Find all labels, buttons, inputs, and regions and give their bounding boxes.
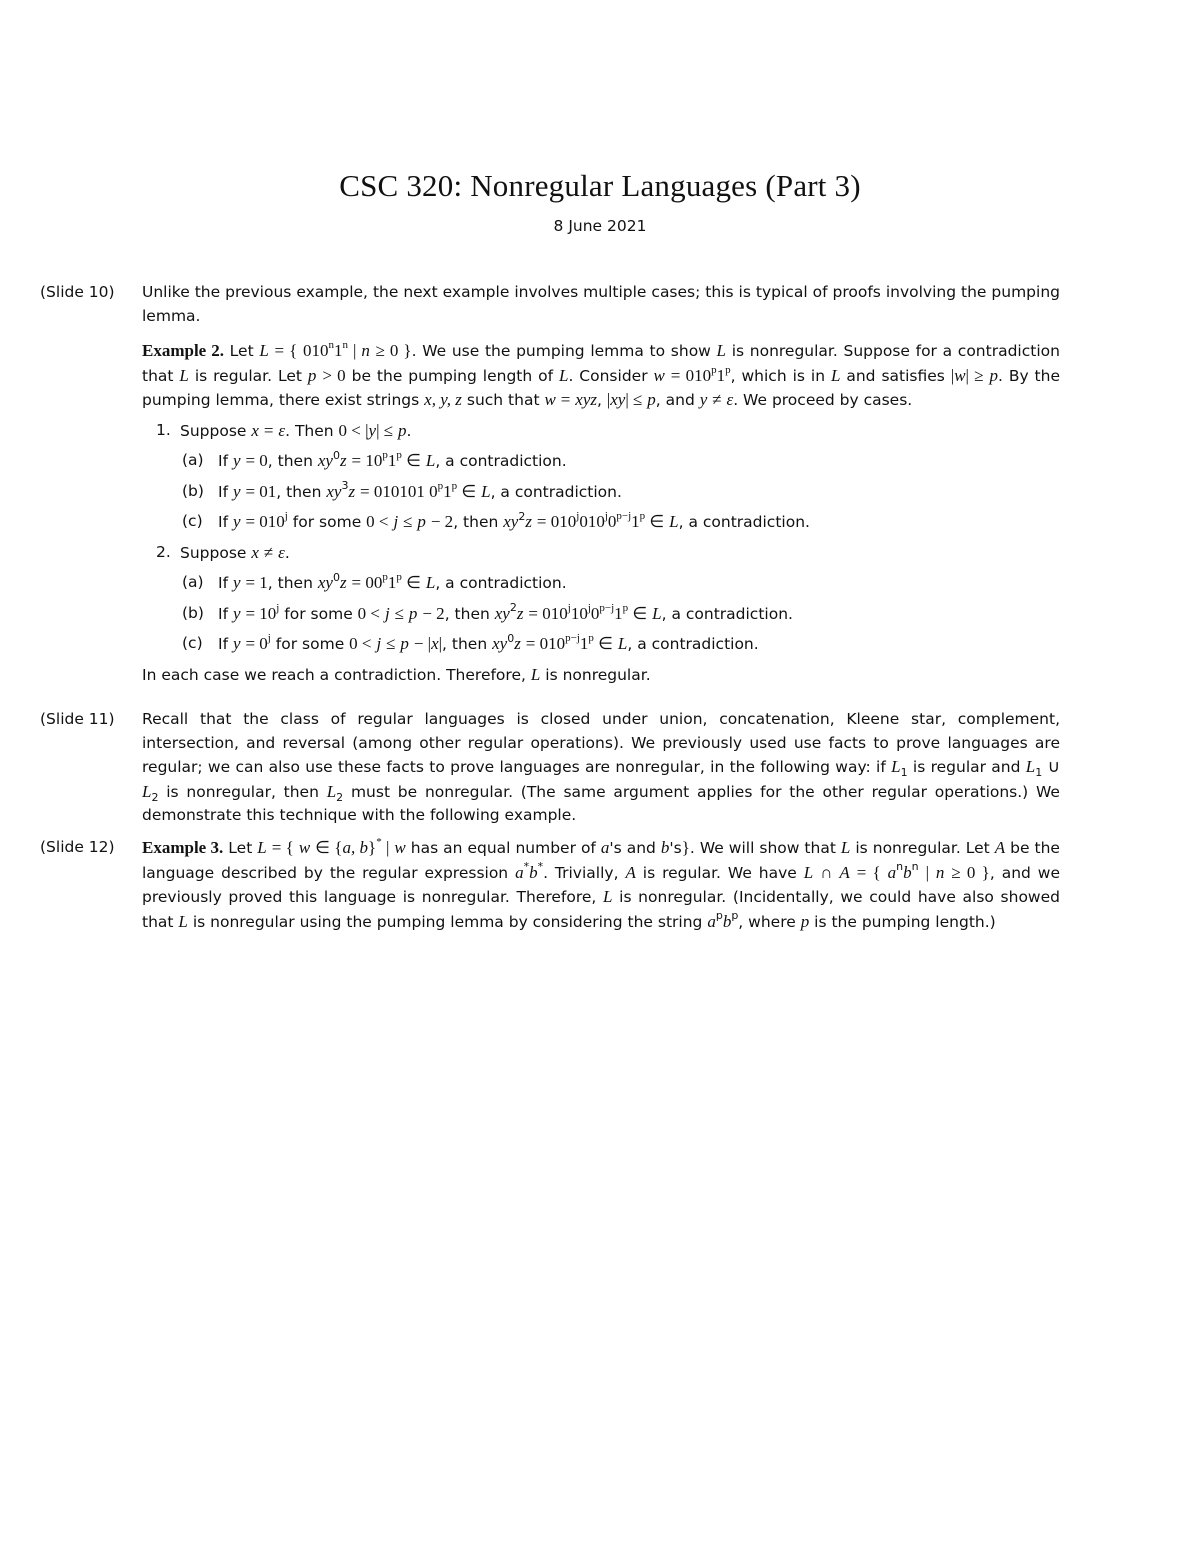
text: . Consider	[568, 366, 648, 385]
case-list	[142, 419, 1060, 657]
text: 's and	[609, 839, 656, 857]
text: is nonregular using the pumping lemma by considering the string	[192, 912, 703, 931]
example-3-paragraph: Example 3. Let L = { w ∈ {a, b}* | w has an equal number of a's and b's}. We will show that L is nonregular. Let A be the language described by the regular expression a*b*. Trivially, A is regular. We have L ∩ A = { $a^nb^n$ | n ≥ 0 }, and we previously proved this language is nonregular. Therefore, L is nonregular. (Incidentally, we could have also showed that L is nonregular using the pumping lemma by considering the string $a^pb^p$, where p is the pumping length.)	[142, 836, 1060, 931]
text: , then	[453, 513, 499, 531]
text: , and we previously proved this language is nonregular. Therefore,	[142, 863, 1060, 906]
case-1: 1. Suppose x = ε. Then 0 < |y| ≤ p. (a) If y = 0, then $xy^0z = 10^p1^p$ ∈ L, a contradiction. (b) If y = 01, then $xy^3z = 010101$ 0$^p$1$^p$ ∈ L, a contradiction. (c) If $y = 010^j$ for some 0 < j ≤ p − 2, then $xy^2z = 010^j010^j0^{p-j}1^p$ ∈ L, a contradiction.	[142, 419, 1060, 535]
text: Let	[229, 342, 254, 360]
text: . We use the pumping lemma to show	[411, 342, 711, 360]
text: , a contradiction.	[435, 574, 567, 592]
text: be the pumping length of	[351, 366, 554, 385]
text: If	[218, 513, 229, 531]
text: 's	[669, 839, 682, 857]
text: If	[218, 482, 229, 501]
subcase-1a: (a) If y = 0, then $xy^0z = 10^p1^p$ ∈ L, a contradiction.	[180, 449, 1060, 474]
text: . Trivially,	[543, 863, 619, 882]
slide-body	[142, 281, 1060, 687]
subcase-list	[180, 571, 1060, 657]
text: is the pumping length.)	[814, 912, 996, 931]
text: is nonregular. Let	[855, 839, 990, 857]
text: , and	[655, 391, 695, 409]
case-number: 2.	[156, 542, 171, 561]
slide-10-intro: Unlike the previous example, the next example involves multiple cases; this is typical of proofs involving the pumping lemma.	[142, 283, 1060, 325]
text: Recall that the class of regular languages is closed under union, concatenation, Kleene star, complement, intersection, and reversal (among other regular operations). We previously used use facts to prove languages are regular; we can also use these facts to prove languages are nonregular, in the following way: if	[142, 710, 1060, 776]
subcase-label: (c)	[182, 512, 203, 530]
example-label: Example 2.	[142, 341, 224, 360]
text: If	[218, 452, 229, 470]
case-number: 1.	[156, 420, 171, 439]
text: , which is in	[730, 366, 826, 385]
text: Let	[228, 839, 253, 857]
text: for some	[292, 513, 362, 531]
text: is regular. We have	[642, 863, 797, 882]
text: , then	[444, 604, 490, 623]
subcase-2c: (c) If $y = 0^j$ for some 0 < j ≤ p − |x|, then $xy^0z = 010^{p-j}1^p$ ∈ L, a contradiction.	[180, 632, 1060, 657]
subcase-label: (b)	[182, 481, 204, 500]
text: is nonregular.	[619, 888, 727, 906]
subcase-label: (c)	[182, 634, 203, 652]
text: , then	[276, 482, 322, 501]
text: , where	[738, 912, 796, 931]
page-date: 8 June 2021	[553, 217, 647, 235]
text: . By the pumping lemma, there exist strings	[142, 366, 1060, 409]
text: is regular and	[912, 758, 1021, 776]
text: and satisfies	[846, 366, 945, 385]
text: has an equal number of	[410, 839, 596, 857]
text: Suppose	[180, 543, 247, 562]
text: for some	[284, 604, 353, 623]
text: , then	[267, 452, 313, 470]
text: is nonregular, then	[166, 782, 319, 801]
text: , then	[267, 574, 313, 592]
text: must be nonregular. (The same argument applies for the other regular operations.) We demonstrate this technique with the following example.	[142, 782, 1060, 824]
text: In each case we reach a contradiction. Therefore,	[142, 665, 526, 684]
subcase-label: (a)	[182, 451, 204, 469]
text: If	[218, 635, 229, 653]
text: , a contradiction.	[627, 635, 759, 653]
text: Suppose	[180, 421, 247, 440]
example-label: Example 3.	[142, 838, 224, 857]
text: is nonregular. Suppose for a contradiction that	[142, 342, 1060, 385]
slide-label: (Slide 11)	[40, 710, 115, 728]
slide-label: (Slide 12)	[40, 838, 115, 856]
text: such that	[466, 391, 540, 409]
example-2-paragraph: Example 2. Let L = { 010$^n$1$^n$ | n ≥ 0 }. We use the pumping lemma to show L is nonregular. Suppose for a contradiction that L is regular. Let p > 0 be the pumping length of L. Consider $w = 010^p1^p$, which is in L and satisfies |w| ≥ p. By the pumping lemma, there exist strings x, y, z such that w = xyz, |xy| ≤ p, and y ≠ ε. We proceed by cases.	[142, 339, 1060, 409]
slide-body	[142, 708, 1060, 828]
subcase-2b: (b) If $y = 10^j$ for some 0 < j ≤ p − 2, then $xy^2z = 010^j10^j0^{p-j}1^p$ ∈ L, a contradiction.	[180, 602, 1060, 627]
text: . We proceed by cases.	[733, 391, 913, 409]
subcase-2a: (a) If y = 1, then $xy^0z = 00^p1^p$ ∈ L, a contradiction.	[180, 571, 1060, 596]
text: (Incidentally, we could have also showed that	[142, 888, 1060, 931]
page-title: CSC 320: Nonregular Languages (Part 3)	[339, 168, 861, 203]
text: , a contradiction.	[490, 482, 622, 501]
slide-10-conclusion: In each case we reach a contradiction. Therefore, L is nonregular.	[142, 664, 651, 684]
case-2: 2. Suppose x ≠ ε. (a) If y = 1, then $xy^0z = 00^p1^p$ ∈ L, a contradiction. (b) If $y = 10^j$ for some 0 < j ≤ p − 2, then $xy^2z = 010^j10^j0^{p-j}1^p$ ∈ L, a contradiction. (c) If $y = 0^j$ for some 0 < j ≤ p − |x|, then $xy^0z = 010^{p-j}1^p$ ∈ L, a contradiction.	[142, 541, 1060, 657]
subcase-list	[180, 449, 1060, 535]
subcase-1b: (b) If y = 01, then $xy^3z = 010101$ 0$^p$1$^p$ ∈ L, a contradiction.	[180, 480, 1060, 505]
text: , a contradiction.	[435, 452, 567, 470]
subcase-label: (a)	[182, 573, 204, 591]
text: . Then	[285, 421, 334, 440]
slide-label: (Slide 10)	[40, 283, 115, 301]
text: for some	[275, 635, 345, 653]
text: is nonregular.	[545, 665, 651, 684]
subcase-1c: (c) If $y = 010^j$ for some 0 < j ≤ p − 2, then $xy^2z = 010^j010^j0^{p-j}1^p$ ∈ L, a contradiction.	[180, 510, 1060, 535]
text: is regular. Let	[194, 366, 302, 385]
text: If	[218, 604, 229, 623]
subcase-label: (b)	[182, 603, 204, 622]
text: be the language described by the regular expression	[142, 839, 1060, 882]
slide-11-paragraph: Recall that the class of regular languages is closed under union, concatenation, Kleene star, complement, intersection, and reversal (among other regular operations). We previously used use facts to prove languages are regular; we can also use these facts to prove languages are nonregular, in the following way: if $L_1$ is regular and $L_1$ ∪ $L_2$ is nonregular, then $L_2$ must be nonregular. (The same argument applies for the other regular operations.) We demonstrate this technique with the following example.	[142, 710, 1061, 824]
text: If	[218, 574, 229, 592]
text: , then	[442, 635, 488, 653]
text: . We will show that	[689, 839, 836, 857]
slide-body	[142, 836, 1060, 934]
text: , a contradiction.	[661, 604, 793, 623]
text: , a contradiction.	[678, 513, 810, 531]
